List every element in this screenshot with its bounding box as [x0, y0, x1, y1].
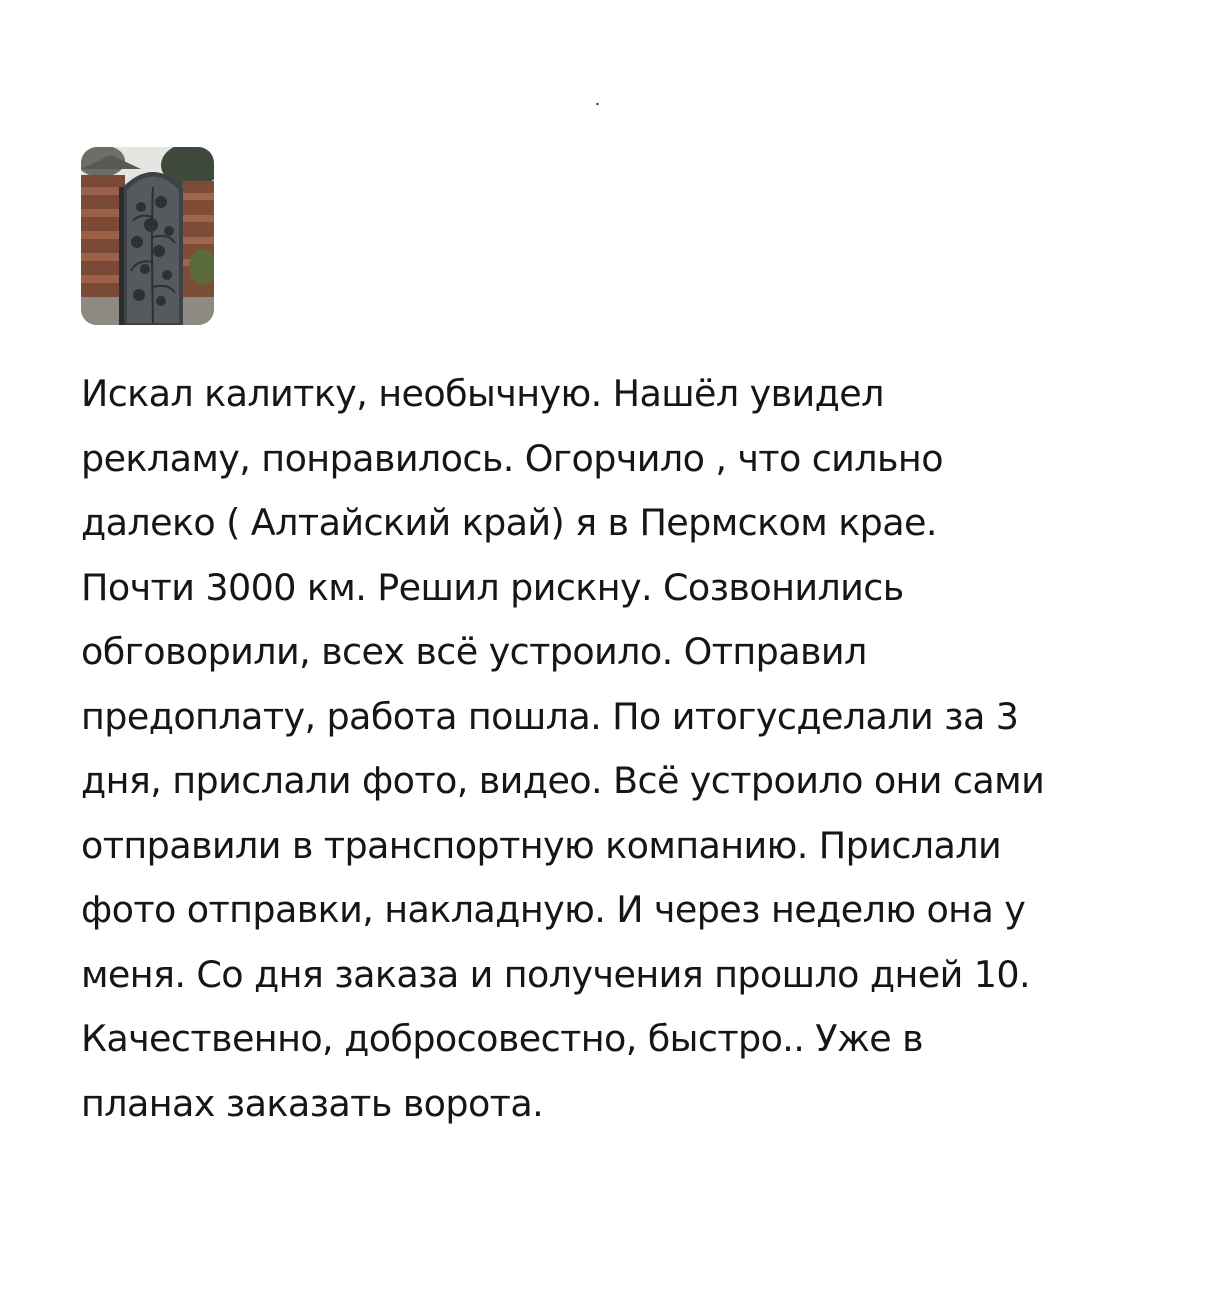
review-line: отправили в транспортную компанию. Прислали [81, 823, 1002, 867]
review-line: рекламу, понравилось. Огорчило , что сильно [81, 436, 943, 480]
decorative-dot [596, 103, 599, 105]
gate-photo-icon [81, 147, 214, 325]
review-line: обговорили, всех всё устроило. Отправил [81, 630, 867, 673]
gate-photo-thumbnail[interactable] [81, 147, 214, 325]
review-line: планах заказать ворота. [81, 1081, 544, 1125]
review-text [81, 362, 1191, 1136]
review-line: Почти 3000 км. Решил рискну. Созвонились [81, 565, 904, 609]
review-line: далеко ( Алтайский край) я в Пермском крае. [81, 501, 937, 544]
review-line: меня. Со дня заказа и получения прошло дней 10. [81, 952, 1031, 996]
review-line: Качественно, добросовестно, быстро.. Уже в [81, 1017, 923, 1060]
review-line: фото отправки, накладную. И через неделю она у [81, 888, 1026, 931]
review-line: дня, прислали фото, видео. Всё устроило они сами [81, 759, 1045, 802]
review-line: Искал калитку, необычную. Нашёл увидел [81, 372, 884, 415]
review-line: предоплату, работа пошла. По итогусделали за 3 [81, 694, 1019, 738]
